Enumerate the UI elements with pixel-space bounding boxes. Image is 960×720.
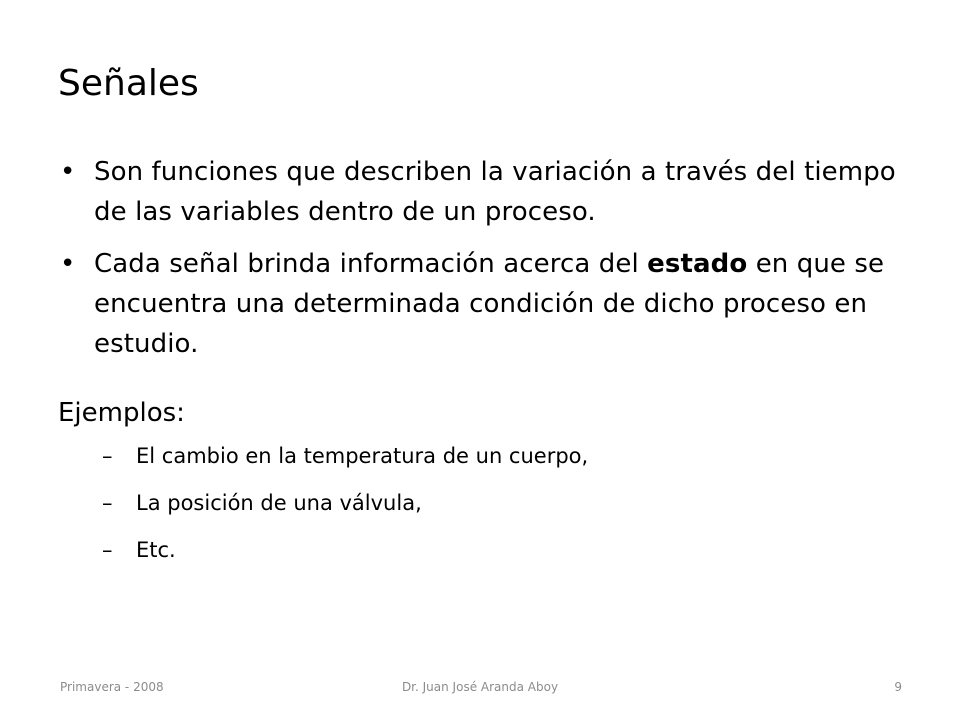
example-item [102, 535, 862, 565]
example-text: Etc. [136, 538, 176, 562]
examples-label: Ejemplos: [58, 398, 185, 428]
dash-bullet-icon: – [102, 444, 113, 468]
bullet-text-before: Cada señal brinda información acerca del [94, 249, 648, 279]
bullet-dot-icon: • [60, 157, 76, 187]
slide-title: Señales [58, 63, 199, 104]
bullet-item [58, 152, 908, 232]
footer-date: Primavera - 2008 [60, 680, 164, 694]
bullet-text-emphasis: estado [647, 249, 748, 279]
examples-list [102, 441, 862, 582]
page-number: 9 [894, 680, 902, 694]
footer-author: Dr. Juan José Aranda Aboy [401, 680, 559, 694]
bullet-text: Son funciones que describen la variación a través del tiempo de las variables dentro de un proceso. [94, 157, 896, 227]
example-item [102, 441, 862, 471]
bullet-text-after: en que se encuentra una determinada condición de dicho proceso en estudio. [94, 249, 885, 359]
bullet-dot-icon: • [60, 249, 76, 279]
example-text: La posición de una válvula, [136, 491, 422, 515]
bullet-list [58, 152, 908, 364]
example-text: El cambio en la temperatura de un cuerpo, [136, 444, 589, 468]
example-item [102, 488, 862, 518]
dash-bullet-icon: – [102, 538, 113, 562]
bullet-item [58, 244, 908, 364]
dash-bullet-icon: – [102, 491, 113, 515]
